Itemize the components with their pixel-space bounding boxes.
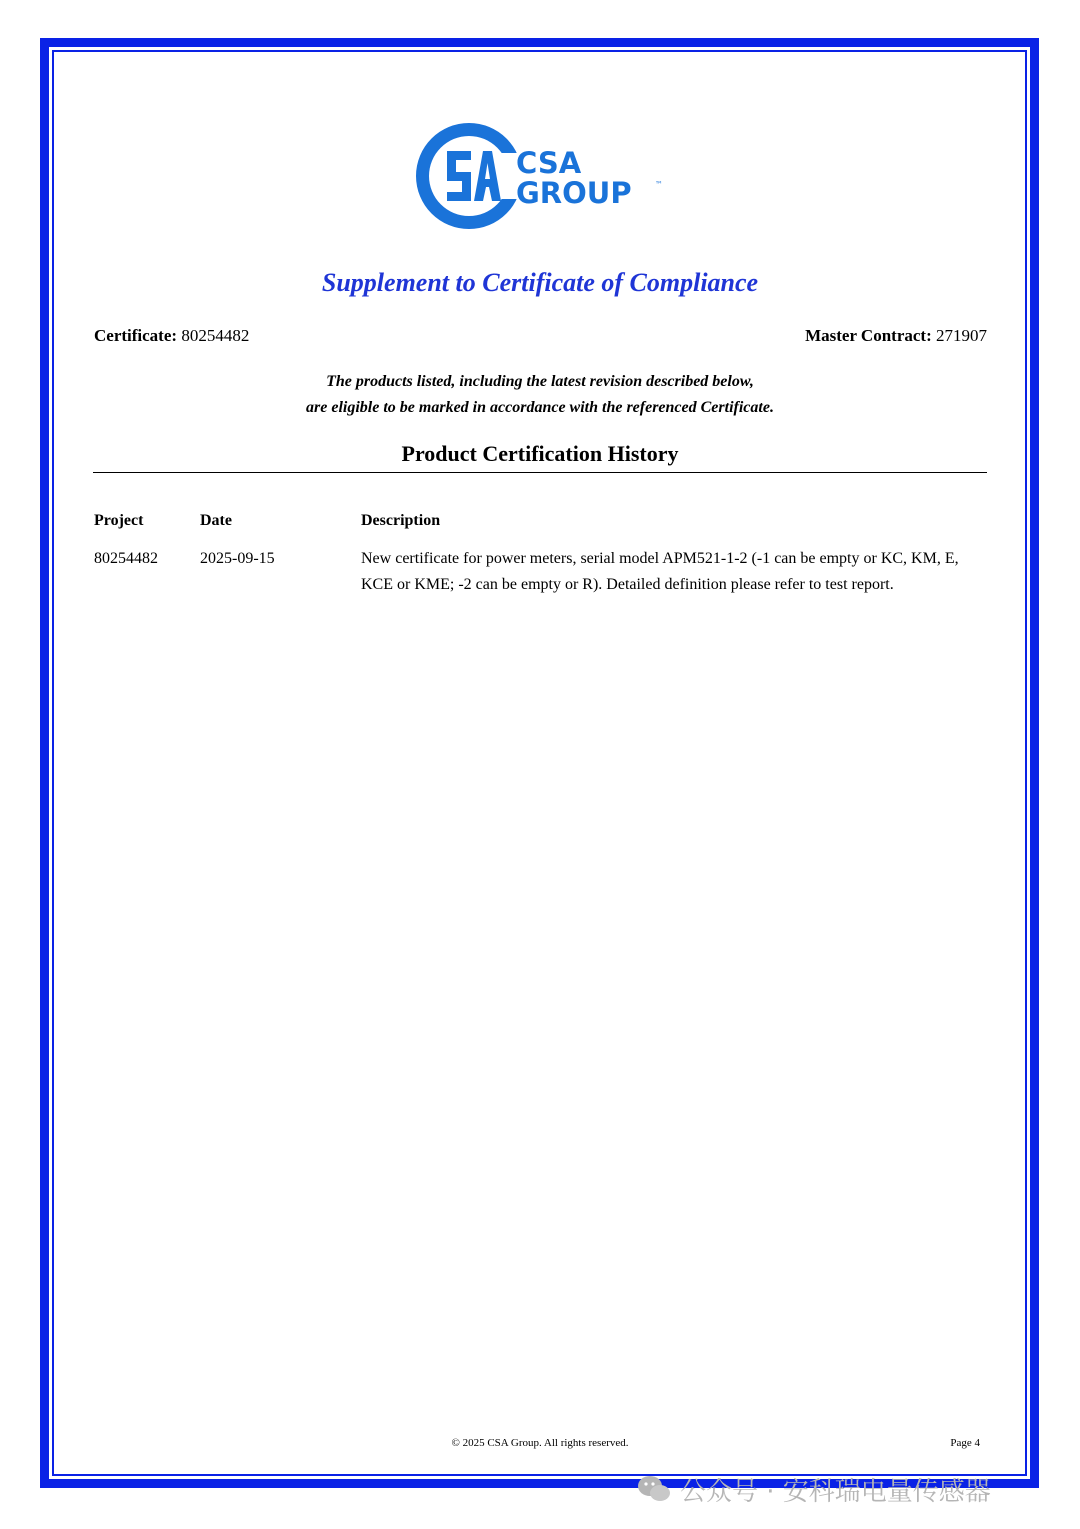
- footer-copyright: © 2025 CSA Group. All rights reserved.: [451, 1437, 629, 1449]
- column-header-date: Date: [200, 512, 232, 529]
- csa-group-logo: [416, 123, 666, 229]
- certificate-border-inner: [52, 50, 1027, 1476]
- column-header-project: Project: [94, 512, 144, 529]
- section-title: Product Certification History: [401, 441, 679, 466]
- eligibility-statement: [0, 369, 1080, 421]
- page-number: Page 4: [950, 1437, 980, 1449]
- row-description: New certificate for power meters, serial model APM521-1-2 (-1 can be empty or KC, KM, E, KCE or KME; -2 can be empty or R). Detailed definition please refer to test report.: [361, 550, 959, 593]
- row-project: 80254482: [94, 550, 158, 567]
- document-title: Supplement to Certificate of Compliance: [321, 268, 759, 297]
- svg-text:GROUP: GROUP: [516, 176, 632, 210]
- eligibility-line-2: are eligible to be marked in accordance with the referenced Certificate.: [306, 399, 774, 416]
- master-contract: [805, 326, 987, 346]
- certificate-value: 80254482: [181, 326, 250, 345]
- column-header-description: Description: [361, 512, 441, 529]
- svg-text:CSA: CSA: [516, 146, 582, 180]
- svg-text:™: ™: [655, 180, 663, 189]
- wechat-icon: [636, 1474, 672, 1504]
- master-contract-value: 271907: [936, 326, 987, 345]
- watermark: [636, 1469, 991, 1509]
- row-date: 2025-09-15: [200, 550, 275, 567]
- watermark-text: 公众号 · 安科瑞电量传感器: [680, 1476, 991, 1507]
- master-contract-label: Master Contract:: [805, 326, 932, 345]
- section-divider: [93, 472, 987, 473]
- eligibility-line-1: The products listed, including the latest revision described below,: [326, 373, 754, 390]
- certificate-label: Certificate:: [94, 326, 178, 345]
- certificate-number: [94, 326, 249, 346]
